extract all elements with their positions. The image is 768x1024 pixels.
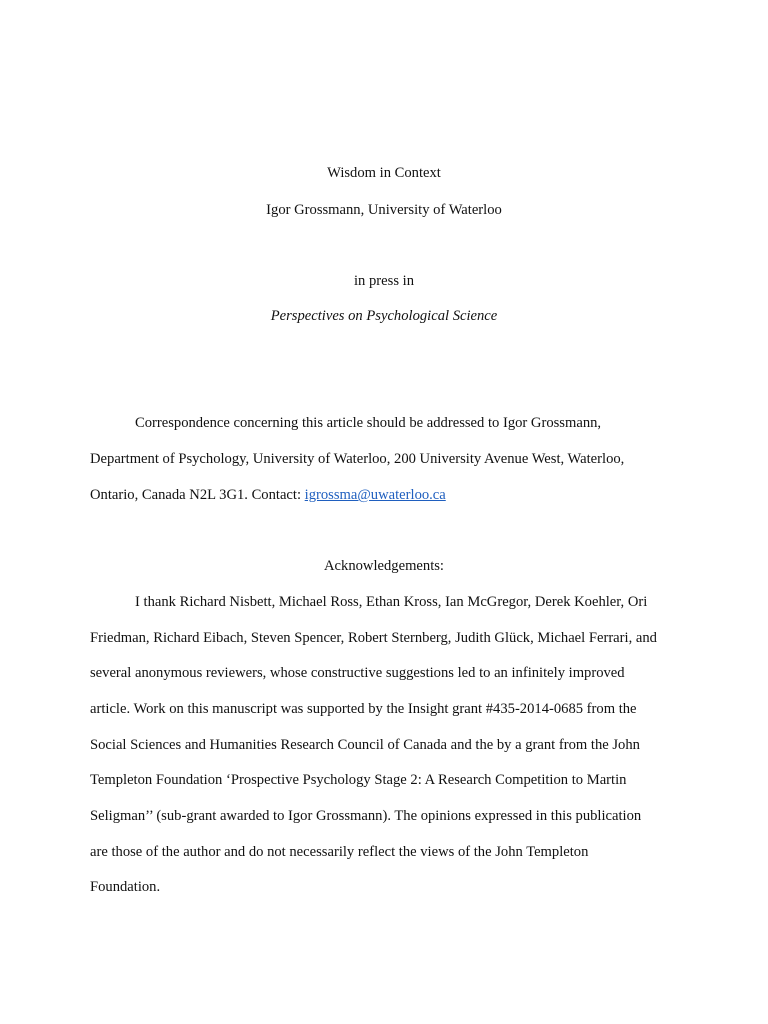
correspondence-line-1: Correspondence concerning this article should be addressed to Igor Grossmann, (135, 415, 602, 431)
ack-line: article. Work on this manuscript was supported by the Insight grant #435-2014-0685 from the (90, 701, 637, 717)
ack-line: are those of the author and do not necessarily reflect the views of the John Templeton (90, 844, 589, 860)
contact-prefix: Ontario, Canada N2L 3G1. Contact: (90, 487, 305, 503)
ack-line: Friedman, Richard Eibach, Steven Spencer, Robert Sternberg, Judith Glück, Michael Ferrari, and (90, 630, 657, 646)
ack-line: Templeton Foundation ‘Prospective Psychology Stage 2: A Research Competition to Martin (90, 772, 627, 788)
journal-name: Perspectives on Psychological Science (270, 308, 498, 324)
acknowledgements-heading: Acknowledgements: (324, 558, 444, 574)
email-link[interactable]: igrossma@uwaterloo.ca (304, 487, 446, 503)
paper-title: Wisdom in Context (327, 165, 441, 181)
correspondence-line-3 (90, 486, 690, 504)
ack-line: several anonymous reviewers, whose constructive suggestions led to an infinitely improved (90, 665, 625, 681)
ack-line: I thank Richard Nisbett, Michael Ross, Ethan Kross, Ian McGregor, Derek Koehler, Ori (135, 594, 648, 610)
ack-line: Social Sciences and Humanities Research Council of Canada and the by a grant from the John (90, 737, 640, 753)
correspondence-line-2: Department of Psychology, University of Waterloo, 200 University Avenue West, Waterloo, (90, 451, 625, 467)
ack-line: Foundation. (90, 879, 161, 895)
press-note: in press in (354, 273, 414, 289)
ack-line: Seligman’’ (sub-grant awarded to Igor Grossmann). The opinions expressed in this publication (90, 808, 642, 824)
author-affiliation: Igor Grossmann, University of Waterloo (266, 202, 502, 218)
